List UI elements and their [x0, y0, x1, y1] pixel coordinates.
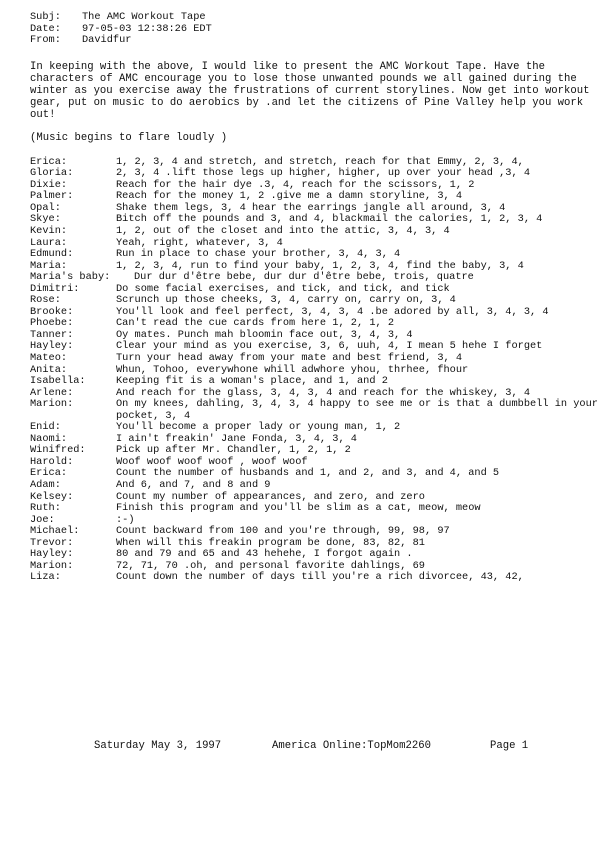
speaker-name: Anita: [30, 363, 68, 376]
speaker-name: Harold: [30, 455, 74, 468]
speaker-line: Shake them legs, 3, 4 hear the earrings jangle all around, 3, 4 [116, 201, 506, 214]
dialogue-list [30, 155, 605, 584]
date-label: Date: [30, 22, 61, 35]
speaker-line: Woof woof woof woof , woof woof [116, 455, 308, 468]
speaker-name: Gloria: [30, 167, 74, 180]
speaker-line: Scrunch up those cheeks, 3, 4, carry on, carry on, 3, 4 [116, 294, 456, 307]
speaker-line: Count backward from 100 and you're through, 99, 98, 97 [116, 525, 450, 538]
speaker-name: Arlene: [30, 386, 74, 399]
speaker-name: Tanner: [30, 328, 74, 341]
speaker-line: You'll look and feel perfect, 3, 4, 3, 4 .be adored by all, 3, 4, 3, 4 [116, 305, 549, 318]
speaker-line: Pick up after Mr. Chandler, 1, 2, 1, 2 [116, 444, 351, 457]
speaker-name: Dixie: [30, 178, 68, 191]
speaker-line: On my knees, dahling, 3, 4, 3, 4 happy to see me or is that a dumbbell in your pocket, 3, 4 [116, 398, 605, 422]
speaker-line: And reach for the glass, 3, 4, 3, 4 and reach for the whiskey, 3, 4 [116, 386, 531, 399]
speaker-name: Edmund: [30, 248, 74, 261]
speaker-name: Marion: [30, 398, 74, 411]
speaker-line: Count my number of appearances, and zero, and zero [116, 490, 425, 503]
speaker-line: 80 and 79 and 65 and 43 hehehe, I forgot again . [116, 548, 413, 561]
speaker-line: Bitch off the pounds and 3, and 4, blackmail the calories, 1, 2, 3, 4 [116, 213, 543, 226]
speaker-name: Joe: [30, 513, 55, 526]
speaker-name: Trevor: [30, 536, 74, 549]
speaker-name: Skye: [30, 213, 61, 226]
speaker-line: Keeping fit is a woman's place, and 1, and 2 [116, 375, 388, 388]
speaker-name: Hayley: [30, 340, 74, 353]
speaker-line: And 6, and 7, and 8 and 9 [116, 479, 271, 492]
speaker-line: Turn your head away from your mate and best friend, 3, 4 [116, 352, 463, 365]
dialogue-line [30, 249, 600, 261]
dialogue-line [30, 480, 600, 492]
speaker-line: 72, 71, 70 .oh, and personal favorite dahlings, 69 [116, 559, 425, 572]
speaker-line: :-) [116, 513, 135, 526]
speaker-line: Clear your mind as you exercise, 3, 6, uuh, 4, I mean 5 hehe I forget [116, 340, 543, 353]
dialogue-line [30, 376, 600, 388]
dialogue-line [30, 503, 600, 515]
speaker-line: Reach for the hair dye .3, 4, reach for the scissors, 1, 2 [116, 178, 475, 191]
footer-source: America Online:TopMom2260 [272, 740, 431, 752]
speaker-name: Erica: [30, 467, 68, 480]
speaker-name: Hayley: [30, 548, 74, 561]
speaker-name: Isabella: [30, 375, 86, 388]
speaker-name: Palmer: [30, 190, 74, 203]
document [30, 11, 605, 584]
footer-page: Page 1 [490, 740, 529, 752]
speaker-line: You'll become a proper lady or young man, 1, 2 [116, 421, 401, 434]
speaker-line: 2, 3, 4 .lift those legs up higher, higher, up over your head ,3, 4 [116, 167, 531, 180]
speaker-name: Brooke: [30, 305, 74, 318]
speaker-line: 1, 2, 3, 4, run to find your baby, 1, 2, 3, 4, find the baby, 3, 4 [116, 259, 524, 272]
speaker-name: Maria: [30, 259, 68, 272]
speaker-line: 1, 2, 3, 4 and stretch, and stretch, reach for that Emmy, 2, 3, 4, [116, 155, 524, 168]
speaker-line: 1, 2, out of the closet and into the attic, 3, 4, 3, 4 [116, 225, 450, 237]
speaker-name: Maria's baby: [30, 271, 111, 284]
speaker-name: Michael: [30, 525, 80, 538]
speaker-line: I ain't freakin' Jane Fonda, 3, 4, 3, 4 [116, 432, 357, 445]
speaker-name: Ruth: [30, 502, 61, 515]
speaker-line: Do some facial exercises, and tick, and tick, and tick [116, 282, 450, 295]
speaker-line: Oy mates. Punch mah bloomin face out, 3, 4, 3, 4 [116, 328, 413, 341]
dialogue-line [30, 398, 605, 422]
speaker-line: Run in place to chase your brother, 3, 4, 3, 4 [116, 248, 401, 261]
speaker-name: Rose: [30, 294, 61, 307]
speaker-line: Finish this program and you'll be slim as a cat, meow, meow [116, 502, 481, 515]
page-footer [94, 740, 564, 752]
footer-date: Saturday May 3, 1997 [94, 740, 222, 752]
dialogue-line [30, 272, 600, 284]
from-row [30, 35, 600, 47]
speaker-name: Mateo: [30, 352, 68, 365]
speaker-name: Liza: [30, 571, 61, 584]
speaker-name: Naomi: [30, 432, 68, 445]
speaker-name: Phoebe: [30, 317, 74, 330]
speaker-line: Can't read the cue cards from here 1, 2, 1, 2 [116, 317, 395, 330]
speaker-name: Kelsey: [30, 490, 74, 503]
intro-paragraph: In keeping with the above, I would like to present the AMC Workout Tape. Have the characters of AMC encourage you to lose those unwanted pounds we all gained during the winter as you exercise away the frustrations of current storylines. Now get into workout gear, put on music to do aerobics by .and let the citizens of Pine Valley help you work out! [30, 60, 590, 122]
speaker-line: Count the number of husbands and 1, and 2, and 3, and 4, and 5 [116, 467, 500, 480]
speaker-name: Winifred: [30, 444, 86, 457]
subject-row [30, 12, 600, 24]
subject-label: Subj: [30, 11, 61, 23]
dialogue-line [30, 572, 600, 584]
speaker-name: Laura: [30, 236, 68, 249]
speaker-name: Kevin: [30, 225, 68, 237]
speaker-line: Whun, Tohoo, everywhone whill adwhore yhou, thrhee, fhour [116, 363, 469, 376]
speaker-name: Dimitri: [30, 282, 80, 295]
dialogue-line [30, 226, 600, 238]
speaker-name: Enid: [30, 421, 61, 434]
speaker-name: Marion: [30, 559, 74, 572]
from-value: Davidfur [82, 34, 132, 46]
speaker-name: Erica: [30, 155, 68, 168]
speaker-line: Count down the number of days till you're a rich divorcee, 43, 42, [116, 571, 524, 584]
speaker-name: Opal: [30, 201, 61, 214]
date-value: 97-05-03 12:38:26 EDT [82, 22, 212, 35]
subject-value: The AMC Workout Tape [82, 11, 206, 23]
speaker-line: Dur dur d'être bebe, dur dur d'être bebe, trois, quatre [134, 271, 474, 284]
dialogue-line [30, 353, 600, 365]
speaker-line: Reach for the money 1, 2 .give me a damn storyline, 3, 4 [116, 190, 463, 203]
speaker-name: Adam: [30, 479, 61, 492]
from-label: From: [30, 34, 61, 46]
speaker-line: Yeah, right, whatever, 3, 4 [116, 236, 283, 249]
music-cue: (Music begins to flare loudly ) [30, 131, 228, 144]
email-header [30, 12, 600, 47]
speaker-line: When will this freakin program be done, 83, 82, 81 [116, 536, 425, 549]
